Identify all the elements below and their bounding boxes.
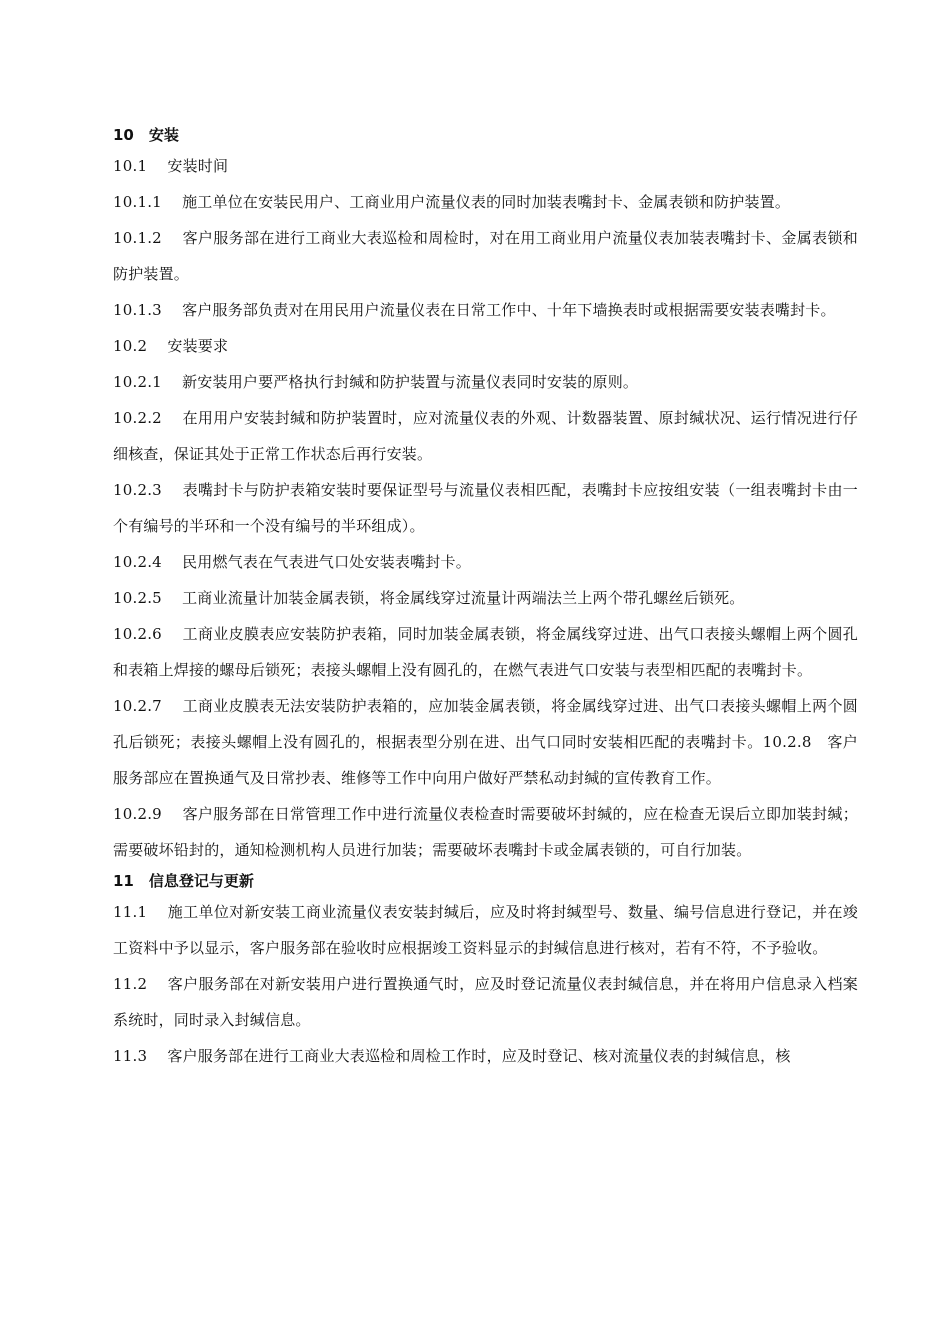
clause-text: 在用用户安装封缄和防护装置时，应对流量仪表的外观、计数器装置、原封缄状况、运行情况进行仔细核查，保证其处于正常工作状态后再行安装。	[113, 409, 858, 463]
clause-text: 客户服务部负责对在用民用户流量仪表在日常工作中、十年下墙换表时或根据需要安装表嘴封卡。	[182, 301, 836, 319]
clause-number: 10.2	[113, 337, 148, 355]
clause-11-2	[113, 966, 858, 1038]
clause-text: 施工单位对新安装工商业流量仪表安装封缄后，应及时将封缄型号、数量、编号信息进行登记，并在竣工资料中予以显示，客户服务部在验收时应根据竣工资料显示的封缄信息进行核对，若有不符，不予验收。	[113, 903, 858, 957]
clause-text: 民用燃气表在气表进气口处安装表嘴封卡。	[182, 553, 471, 571]
clause-number: 10.1.1	[113, 193, 162, 211]
clause-11-3	[113, 1038, 858, 1074]
clause-10-2-1	[113, 364, 858, 400]
clause-text: 客户服务部在日常管理工作中进行流量仪表检查时需要破坏封缄的，应在检查无误后立即加装封缄；需要破坏铅封的，通知检测机构人员进行加装；需要破坏表嘴封卡或金属表锁的，可自行加装。	[113, 805, 858, 859]
clause-10-2-6	[113, 616, 858, 688]
clause-11-1	[113, 894, 858, 966]
clause-10-2	[113, 328, 858, 364]
clause-number: 10.2.7	[113, 697, 162, 715]
clause-text: 安装要求	[167, 337, 229, 355]
clause-number: 11.1	[113, 903, 148, 921]
clause-number: 10.2.3	[113, 481, 162, 499]
clause-10-1-1	[113, 184, 858, 220]
clause-text: 施工单位在安装民用户、工商业用户流量仪表的同时加装表嘴封卡、金属表锁和防护装置。	[182, 193, 791, 211]
clause-number: 10.1.2	[113, 229, 162, 247]
clause-10-2-3	[113, 472, 858, 544]
clause-10-1-3	[113, 292, 858, 328]
clause-10-2-4	[113, 544, 858, 580]
clause-text: 客户服务部在进行工商业大表巡检和周检工作时，应及时登记、核对流量仪表的封缄信息，核	[167, 1047, 791, 1065]
clause-10-2-9	[113, 796, 858, 868]
clause-text: 工商业皮膜表应安装防护表箱，同时加装金属表锁，将金属线穿过进、出气口表接头螺帽上两个圆孔和表箱上焊接的螺母后锁死；表接头螺帽上没有圆孔的，在燃气表进气口安装与表型相匹配的表嘴封卡。	[113, 625, 858, 679]
clause-text: 工商业皮膜表无法安装防护表箱的，应加装金属表锁，将金属线穿过进、出气口表接头螺帽上两个圆孔后锁死；表接头螺帽上没有圆孔的，根据表型分别在进、出气口同时安装相匹配的表嘴封卡。10.2.8 客户服务部应在置换通气及日常抄表、维修等工作中向用户做好严禁私动封缄的宣传教育工作。	[113, 697, 858, 787]
clause-text: 新安装用户要严格执行封缄和防护装置与流量仪表同时安装的原则。	[182, 373, 639, 391]
clause-number: 11.3	[113, 1047, 148, 1065]
clause-10-2-2	[113, 400, 858, 472]
clause-text: 工商业流量计加装金属表锁，将金属线穿过流量计两端法兰上两个带孔螺丝后锁死。	[182, 589, 745, 607]
clause-text: 表嘴封卡与防护表箱安装时要保证型号与流量仪表相匹配，表嘴封卡应按组安装（一组表嘴封卡由一个有编号的半环和一个没有编号的半环组成）。	[113, 481, 858, 535]
document-page	[113, 124, 858, 1074]
clause-10-2-7	[113, 688, 858, 796]
clause-10-1	[113, 148, 858, 184]
clause-text: 客户服务部在对新安装用户进行置换通气时，应及时登记流量仪表封缄信息，并在将用户信息录入档案系统时，同时录入封缄信息。	[113, 975, 858, 1029]
clause-number: 10.2.5	[113, 589, 162, 607]
section-heading-11: 11 信息登记与更新	[113, 872, 254, 890]
clause-text: 安装时间	[167, 157, 229, 175]
clause-number: 10.2.6	[113, 625, 162, 643]
clause-10-1-2	[113, 220, 858, 292]
clause-10-2-5	[113, 580, 858, 616]
clause-number: 10.2.1	[113, 373, 162, 391]
clause-number: 10.2.4	[113, 553, 162, 571]
clause-number: 10.1	[113, 157, 148, 175]
clause-number: 10.1.3	[113, 301, 162, 319]
section-heading-10: 10 安装	[113, 126, 179, 144]
clause-number: 10.2.9	[113, 805, 162, 823]
clause-number: 10.2.2	[113, 409, 162, 427]
clause-text: 客户服务部在进行工商业大表巡检和周检时，对在用工商业用户流量仪表加装表嘴封卡、金属表锁和防护装置。	[113, 229, 858, 283]
clause-number: 11.2	[113, 975, 148, 993]
